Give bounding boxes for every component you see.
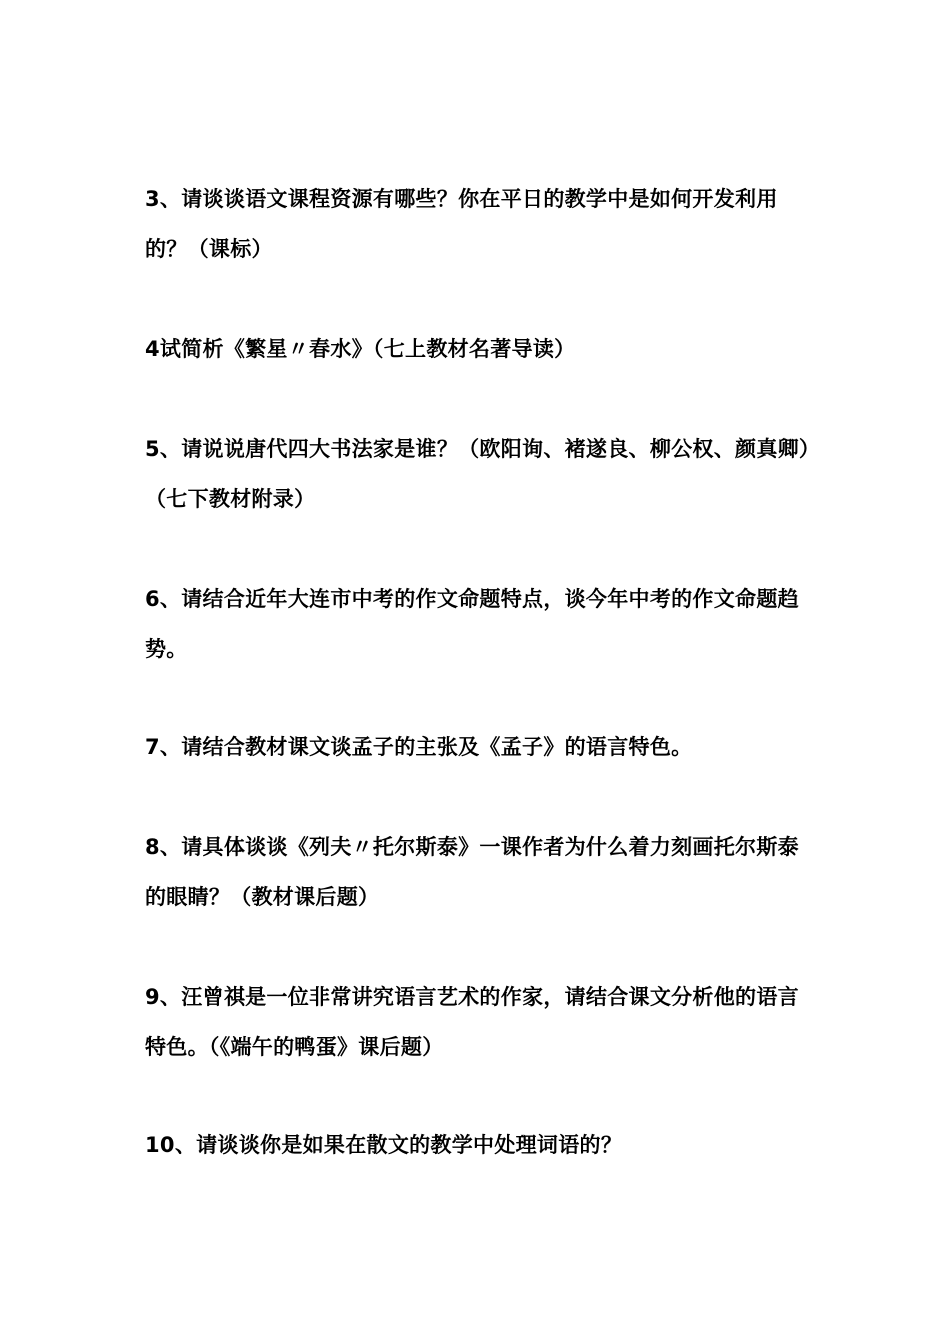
question-number: 8	[145, 835, 160, 859]
question-9	[145, 972, 810, 1072]
question-number: 3	[145, 187, 160, 211]
question-10	[145, 1120, 810, 1170]
question-text: 、请具体谈谈《列夫〃托尔斯泰》一课作者为什么着力刻画托尔斯泰的眼睛？（教材课后题）	[145, 835, 799, 909]
question-4	[145, 324, 810, 374]
question-text: 、请结合近年大连市中考的作文命题特点，谈今年中考的作文命题趋势。	[145, 587, 799, 661]
question-number: 5	[145, 437, 160, 461]
question-text: 、请谈谈你是如果在散文的教学中处理词语的？	[174, 1133, 623, 1157]
question-text: 、请谈谈语文课程资源有哪些？你在平日的教学中是如何开发利用的？（课标）	[145, 187, 778, 261]
question-number: 4	[145, 337, 160, 361]
question-8	[145, 822, 810, 922]
question-5	[145, 424, 810, 524]
question-text: 、请说说唐代四大书法家是谁？（欧阳询、褚遂良、柳公权、颜真卿）（七下教材附录）	[145, 437, 810, 511]
question-text: 、汪曾祺是一位非常讲究语言艺术的作家，请结合课文分析他的语言特色。（《端午的鸭蛋》课后题）	[145, 985, 799, 1059]
question-7	[145, 722, 810, 772]
question-6	[145, 574, 810, 674]
question-number: 7	[145, 735, 160, 759]
question-3	[145, 174, 810, 274]
question-text: 、请结合教材课文谈孟子的主张及《孟子》的语言特色。	[159, 735, 693, 759]
question-number: 10	[145, 1133, 175, 1157]
question-number: 6	[145, 587, 160, 611]
question-text: 试简析《繁星〃春水》（七上教材名著导读）	[159, 337, 576, 361]
question-number: 9	[145, 985, 160, 1009]
